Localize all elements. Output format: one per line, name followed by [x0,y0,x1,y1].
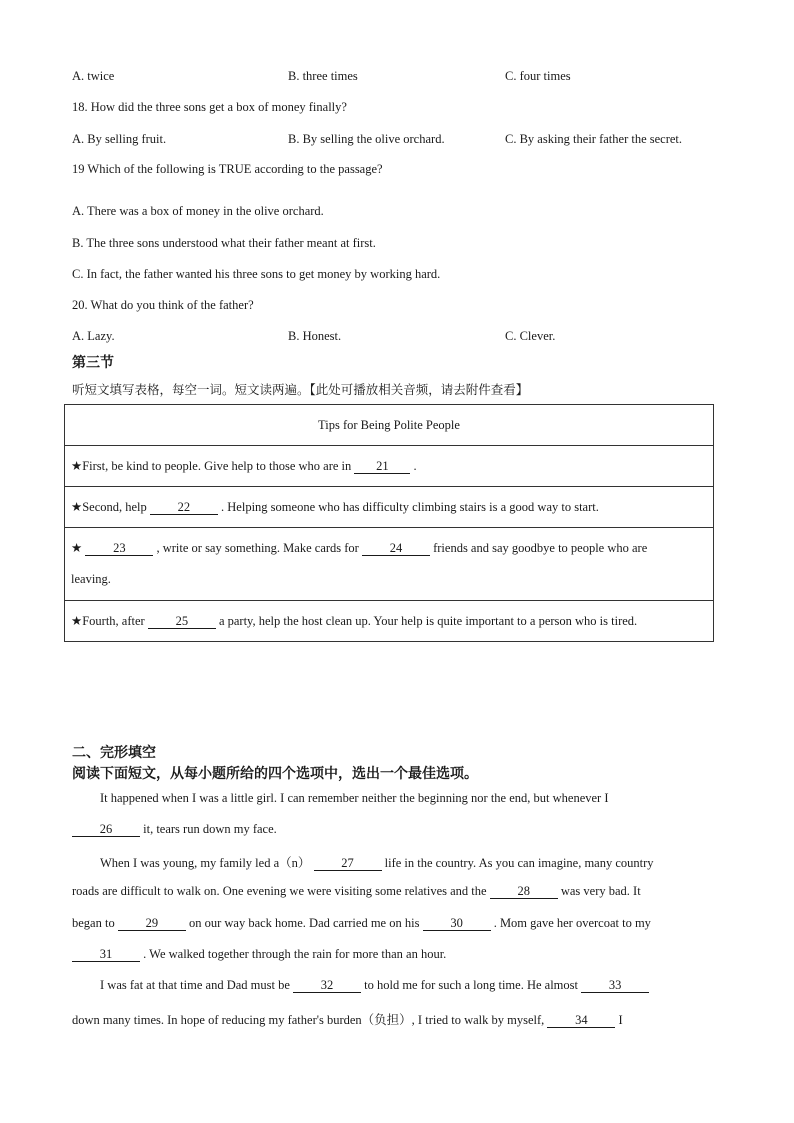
passage-text: began to [72,916,118,930]
row3-text-continued: leaving. [71,572,111,586]
q18-option-a: A. By selling fruit. [72,132,167,146]
passage-line-1: It happened when I was a little girl. I can remember neither the beginning nor the end, but whenever I [100,791,609,805]
blank-34[interactable]: 34 [547,1014,615,1028]
row4-text-before: ★Fourth, after [71,613,148,628]
q17-option-c: C. four times [505,69,571,83]
blank-24[interactable]: 24 [362,542,430,556]
passage-line-4 [72,884,641,899]
blank-30[interactable]: 30 [423,917,491,931]
table-title: Tips for Being Polite People [65,405,714,446]
q18-option-b: B. By selling the olive orchard. [288,132,445,146]
q19-option-c: C. In fact, the father wanted his three sons to get money by working hard. [72,267,441,281]
row1-text-before: ★First, be kind to people. Give help to those who are in [71,458,355,473]
row3-text-before: ★ [71,541,86,555]
q19-option-b: B. The three sons understood what their father meant at first. [72,236,376,250]
table-row-1 [65,446,714,487]
row2-text-before: ★Second, help [71,499,150,514]
blank-22[interactable]: 22 [150,501,218,515]
blank-23[interactable]: 23 [85,542,153,556]
row3-text-after: friends and say goodbye to people who are [429,541,648,555]
passage-text: roads are difficult to walk on. One evening we were visiting some relatives and the [72,884,490,898]
blank-29[interactable]: 29 [118,917,186,931]
blank-31[interactable]: 31 [72,948,140,962]
blank-32[interactable]: 32 [293,979,361,993]
passage-text: on our way back home. Dad carried me on his [185,916,423,930]
row1-text-after: . [410,458,417,473]
passage-text: was very bad. It [557,884,641,898]
part2-title: 二、完形填空 [72,745,156,761]
q20-option-a: A. Lazy. [72,329,115,343]
passage-text: down many times. In hope of reducing my father's burden（负担）, I tried to walk by myself, [72,1013,548,1027]
passage-line-8 [72,1010,623,1028]
q17-option-a: A. twice [72,69,115,83]
passage-text: I [615,1013,623,1027]
q18-option-c: C. By asking their father the secret. [505,132,683,146]
blank-26[interactable]: 26 [72,823,140,837]
blank-33[interactable]: 33 [581,979,649,993]
section3-title: 第三节 [72,355,114,371]
passage-line-7 [100,978,649,993]
row2-text-after: . Helping someone who has difficulty climbing stairs is a good way to start. [217,499,599,514]
blank-21[interactable]: 21 [354,460,410,474]
passage-line-2 [72,822,277,837]
q18-question: 18. How did the three sons get a box of money finally? [72,100,347,114]
q20-option-b: B. Honest. [288,329,342,343]
blank-28[interactable]: 28 [490,885,558,899]
passage-text: it, tears run down my face. [140,822,277,836]
q19-option-a: A. There was a box of money in the olive orchard. [72,204,324,218]
table-row-3 [65,528,714,601]
table-row-2 [65,487,714,528]
passage-line-5 [72,916,651,931]
q17-option-b: B. three times [288,69,358,83]
q20-option-c: C. Clever. [505,329,556,343]
passage-line-3 [100,853,654,871]
passage-text: life in the country. As you can imagine, many country [381,856,654,870]
passage-text: to hold me for such a long time. He almost [361,978,582,992]
blank-25[interactable]: 25 [148,615,216,629]
blank-27[interactable]: 27 [314,857,382,871]
row3-text-middle: , write or say something. Make cards for [153,541,362,555]
q19-question: 19 Which of the following is TRUE according to the passage? [72,162,383,176]
passage-line-6 [72,947,446,962]
passage-text: I was fat at that time and Dad must be [100,978,293,992]
q20-question: 20. What do you think of the father? [72,298,254,312]
row4-text-after: a party, help the host clean up. Your help is quite important to a person who is tired. [215,613,638,628]
passage-text: . We walked together through the rain for more than an hour. [140,947,447,961]
section3-instruction: 听短文填写表格，每空一词。短文读两遍。【此处可播放相关音频，请去附件查看】 [72,382,529,397]
passage-text: When I was young, my family led a（n） [100,856,314,870]
part2-instruction: 阅读下面短文，从每小题所给的四个选项中，选出一个最佳选项。 [72,766,478,782]
table-row-4 [65,601,714,642]
tips-table [64,404,714,642]
passage-text: . Mom gave her overcoat to my [490,916,651,930]
